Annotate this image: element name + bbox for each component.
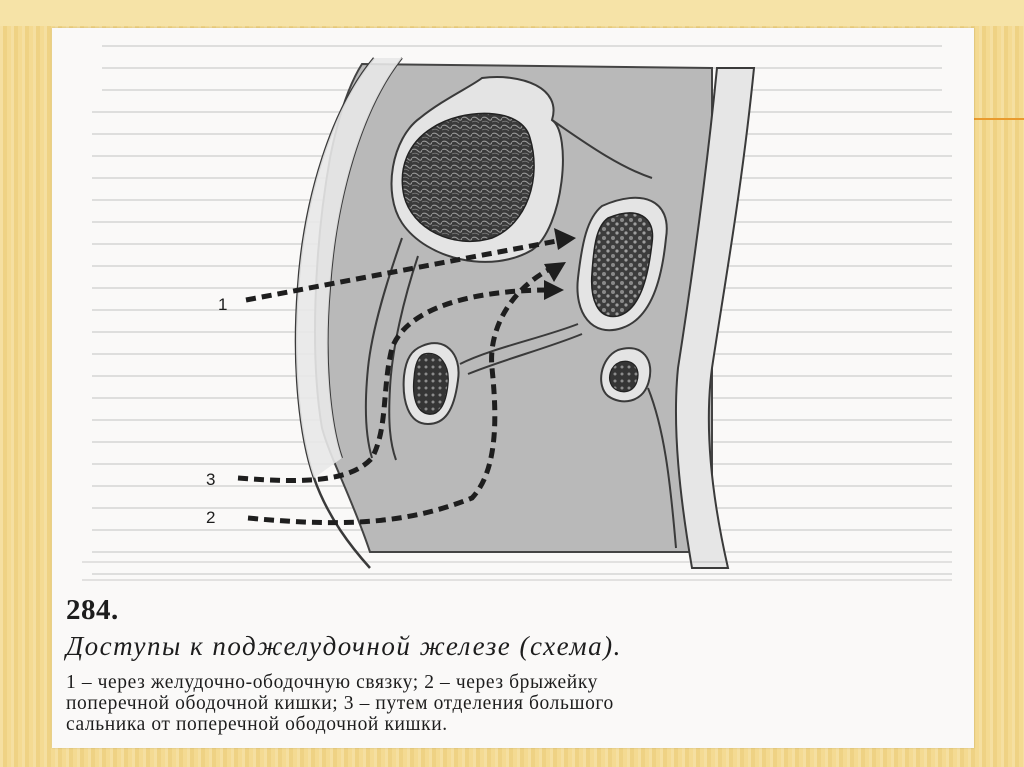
slide-top-strip — [0, 0, 1024, 26]
slide-accent-line — [974, 118, 1024, 120]
legend-line: сальника от поперечной ободочной кишки. — [66, 714, 448, 735]
route-2-label: 2 — [206, 508, 216, 527]
duodenum-contents — [610, 361, 638, 392]
figure-legend — [66, 672, 926, 735]
figure-number: 284. — [66, 594, 119, 626]
route-1-label: 1 — [218, 295, 228, 314]
bleed-through-lower — [82, 562, 952, 580]
scanned-page — [52, 28, 974, 748]
figure-title: Доступы к поджелудочной железе (схема). — [66, 631, 622, 661]
anatomical-diagram — [52, 28, 974, 588]
route-3-label: 3 — [206, 470, 216, 489]
figure-caption — [66, 594, 946, 735]
legend-line: поперечной ободочной кишки; 3 – путем отделения большого — [66, 693, 614, 714]
colon-contents — [414, 353, 449, 414]
legend-line: 1 – через желудочно-ободочную связку; 2 – через брыжейку — [66, 672, 598, 693]
